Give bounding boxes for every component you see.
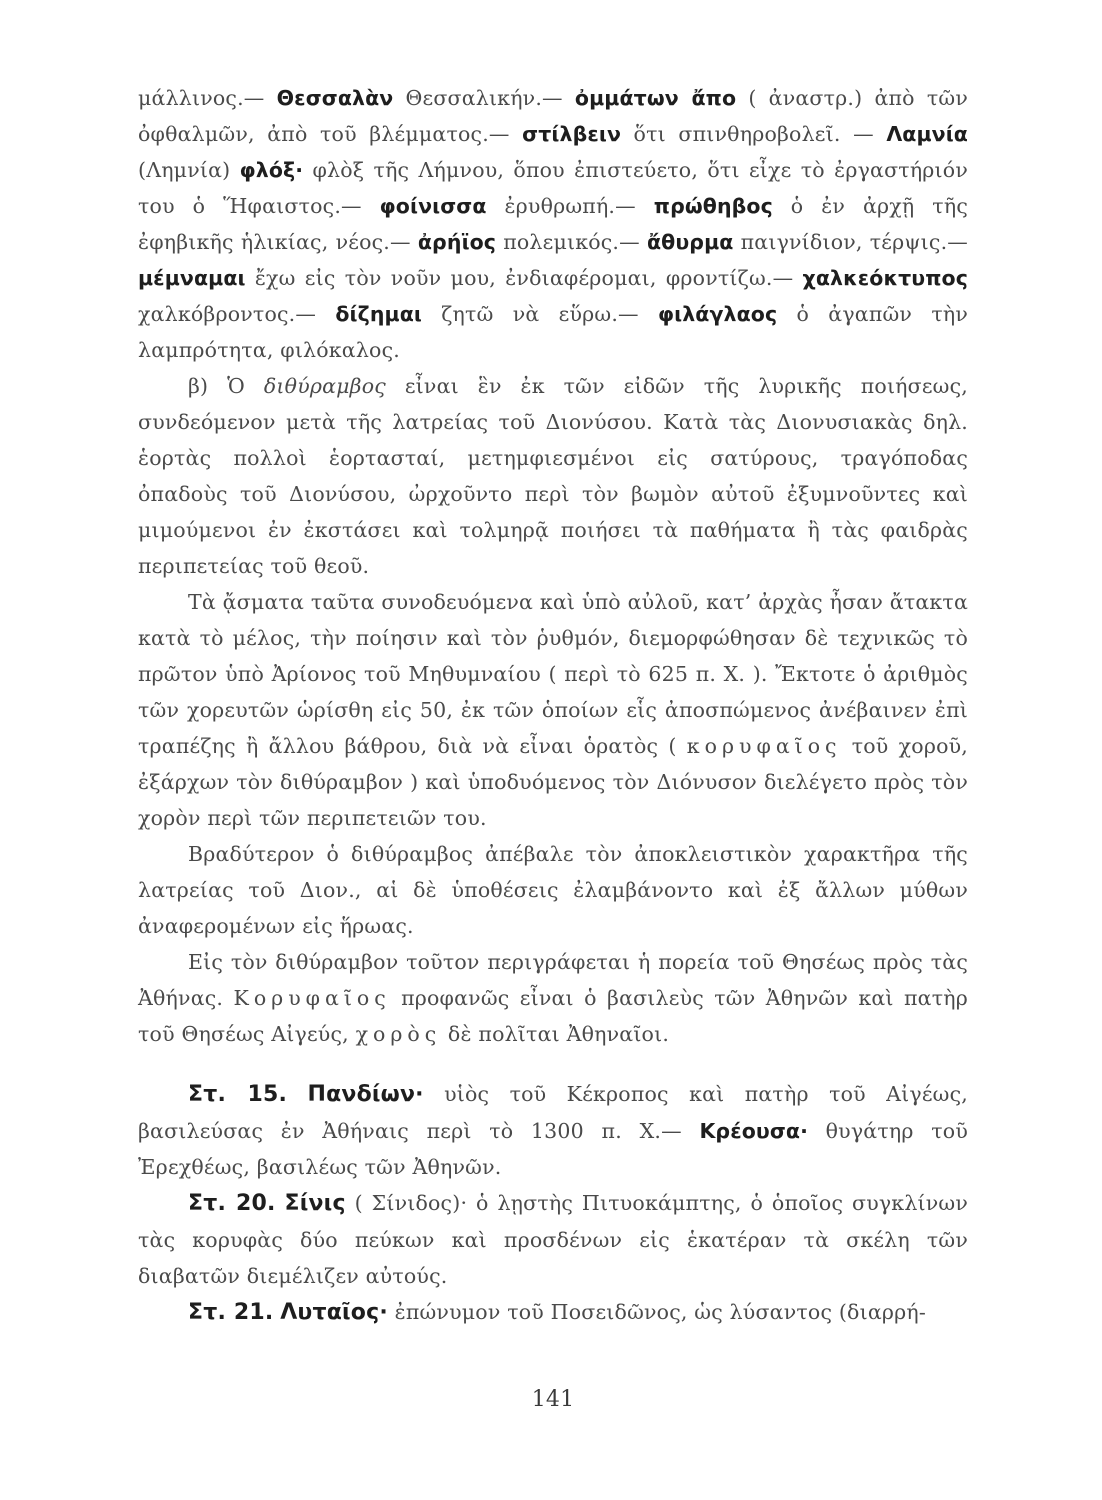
headword-dizemai: δίζημαι [335,302,422,326]
headword-kreousa: Κρέουσα· [699,1119,808,1143]
line-reference: Στ. 15. [188,1082,288,1107]
italic-term: διθύραμβος [263,374,386,398]
paragraph-this-dithyramb [138,944,968,1052]
spaced-term: κορυφαῖος [686,734,842,758]
text-run: υἱὸς τοῦ Κέκροπος καὶ πατὴρ τοῦ Αἰγέως, βασιλεύσας ἐν Ἀθήναις περὶ τὸ 1300 π. Χ.— [138,1082,968,1143]
line-reference: Στ. 20. [188,1191,276,1216]
headword-phoinissa: φοίνισσα [379,194,487,218]
text-run: χαλκόβροντος.— [138,302,336,326]
glossary-paragraph [138,80,968,368]
headword-pandion: Πανδίων· [307,1082,424,1107]
text-run: Θεσσαλικήν.— [393,86,575,110]
paragraph-dithyramb-definition [138,368,968,584]
text-run: Τὰ ᾄσματα ταῦτα συνοδευόμενα καὶ ὑπὸ αὐλοῦ, κατ’ ἀρχὰς ἦσαν ἄτακτα κατὰ τὸ μέλος, τὴν ποίησιν καὶ τὸν ῥυθμόν, διεμορφώθησαν δὲ τεχνικῶς τὸ πρῶτον ὑπὸ Ἀρίονος τοῦ Μηθυμναίου ( περὶ τὸ 625 π. Χ. ). Ἔκτοτε ὁ ἀριθμὸς τῶν χορευτῶν ὡρίσθη εἰς 50, ἐκ τῶν ὁποίων εἷς ἀποσπώμενος ἀνέβαινεν ἐπὶ τραπέζης ἢ ἄλλου βάθρου, διὰ νὰ εἶναι ὁρατὸς ( [138,590,968,758]
text-run: ὁ ἐν ἀρχῇ τῆς ἐφηβικῆς ἡλικίας, νέος.— [138,194,969,254]
note-line-21 [138,1294,968,1331]
page-number: 141 [531,1387,575,1412]
text-run: ἔχω εἰς τὸν νοῦν μου, ἐνδιαφέρομαι, φροντίζω.— [245,266,803,290]
text-run: εἶναι ἓν ἐκ τῶν εἰδῶν τῆς λυρικῆς ποιήσεως, συνδεόμενον μετὰ τῆς λατρείας τοῦ Διονύσου. Κατὰ τὰς Διονυσιακὰς δηλ. ἑορτὰς πολλοὶ ἑορτασταί, μετημφιεσμένοι εἰς σατύρους, τραγόποδας ὀπαδοὺς τοῦ Διονύσου, ὠρχοῦντο περὶ τὸν βωμὸν αὐτοῦ ἐξυμνοῦντες καὶ μιμούμενοι ἐν ἐκστάσει καὶ τολμηρᾷ ποιήσει τὰ παθήματα ἢ τὰς φαιδρὰς περιπετείας τοῦ θεοῦ. [138,374,968,578]
spaced-term: Κορυφαῖος [233,986,391,1010]
text-run: τοῦ χοροῦ, ἐξάρχων τὸν διθύραμβον ) καὶ ὑποδυόμενος τὸν Διόνυσον διελέγετο πρὸς τὸν χορὸν περὶ τῶν περιπετειῶν του. [138,734,968,830]
headword-phlox: φλόξ· [239,158,304,182]
headword-lytaios: Λυταῖος· [280,1300,388,1325]
headword-philaglaos: φιλάγλαος [658,302,778,326]
text-run: φλὸξ τῆς Λήμνου, ὅπου ἐπιστεύετο, ὅτι εἶχε τὸ ἐργαστήριόν του ὁ Ἥφαιστος.— [138,158,968,218]
text-run: μάλλινος.— [138,86,277,110]
headword-protheebos: πρώθηβος [653,194,773,218]
text-run: δὲ πολῖται Ἀθηναῖοι. [441,1022,670,1046]
text-run: ὅτι σπινθηροβολεῖ. — [621,122,887,146]
headword-ommaton: ὀμμάτων ἄπο [574,86,737,110]
paragraph-songs [138,584,968,836]
note-line-15 [138,1076,968,1185]
headword-chalkeoktypos: χαλκεόκτυπος [802,266,968,290]
text-run: παιγνίδιον, τέρψις.— [733,230,968,254]
note-line-20 [138,1185,968,1294]
headword-memnamai: μέμναμαι [138,266,246,290]
text-run: β) Ὁ [188,374,264,398]
paragraph-later: Βραδύτερον ὁ διθύραμβος ἀπέβαλε τὸν ἀποκλειστικὸν χαρακτῆρα τῆς λατρείας τοῦ Διον., αἱ δὲ ὑποθέσεις ἐλαμβάνοντο καὶ ἐξ ἄλλων μύθων ἀναφερομένων εἰς ἥρωας. [138,842,968,938]
headword-lamnia: Λαμνία [886,122,968,146]
headword-stilbein: στίλβειν [522,122,622,146]
text-run: ὁ ἀγαπῶν τὴν λαμπρότητα, φιλόκαλος. [138,302,968,362]
text-run: ( Σίνιδος)· ὁ λῃστὴς Πιτυοκάμπτης, ὁ ὁποῖος συγκλίνων τὰς κορυφὰς δύο πεύκων καὶ προσδένων εἰς ἑκατέραν τὰ σκέλη τῶν διαβατῶν διεμέλιζεν αὐτούς. [138,1191,968,1288]
text-run: ζητῶ νὰ εὕρω.— [422,302,658,326]
text-run: πολεμικός.— [496,230,647,254]
text-run: Εἰς τὸν διθύραμβον τοῦτον περιγράφεται ἡ πορεία τοῦ Θησέως πρὸς τὰς Ἀθήνας. [138,950,968,1010]
spaced-term: χορὸς [355,1022,442,1046]
text-run: ἐπώνυμον τοῦ Ποσειδῶνος, ὡς λύσαντος (διαρρή- [387,1300,926,1324]
document-page [138,80,968,1440]
line-reference: Στ. 21. [188,1300,274,1325]
headword-areios: ἀρήϊος [417,230,497,254]
text-run: ἐρυθρωπή.— [486,194,654,218]
headword-athyrma: ἄθυρμα [647,230,734,254]
headword-thessalan: Θεσσαλὰν [276,86,394,110]
text-run: θυγάτηρ τοῦ Ἐρεχθέως, βασιλέως τῶν Ἀθηνῶν. [138,1119,968,1179]
text-run: προφανῶς εἶναι ὁ βασιλεὺς τῶν Ἀθηνῶν καὶ πατὴρ τοῦ Θησέως Αἰγεύς, [138,986,969,1046]
headword-sinis: Σίνις [284,1191,346,1216]
text-run: (Λημνία) [138,158,240,182]
text-run: ( ἀναστρ.) ἀπὸ τῶν ὀφθαλμῶν, ἀπὸ τοῦ βλέμματος.— [138,86,968,146]
